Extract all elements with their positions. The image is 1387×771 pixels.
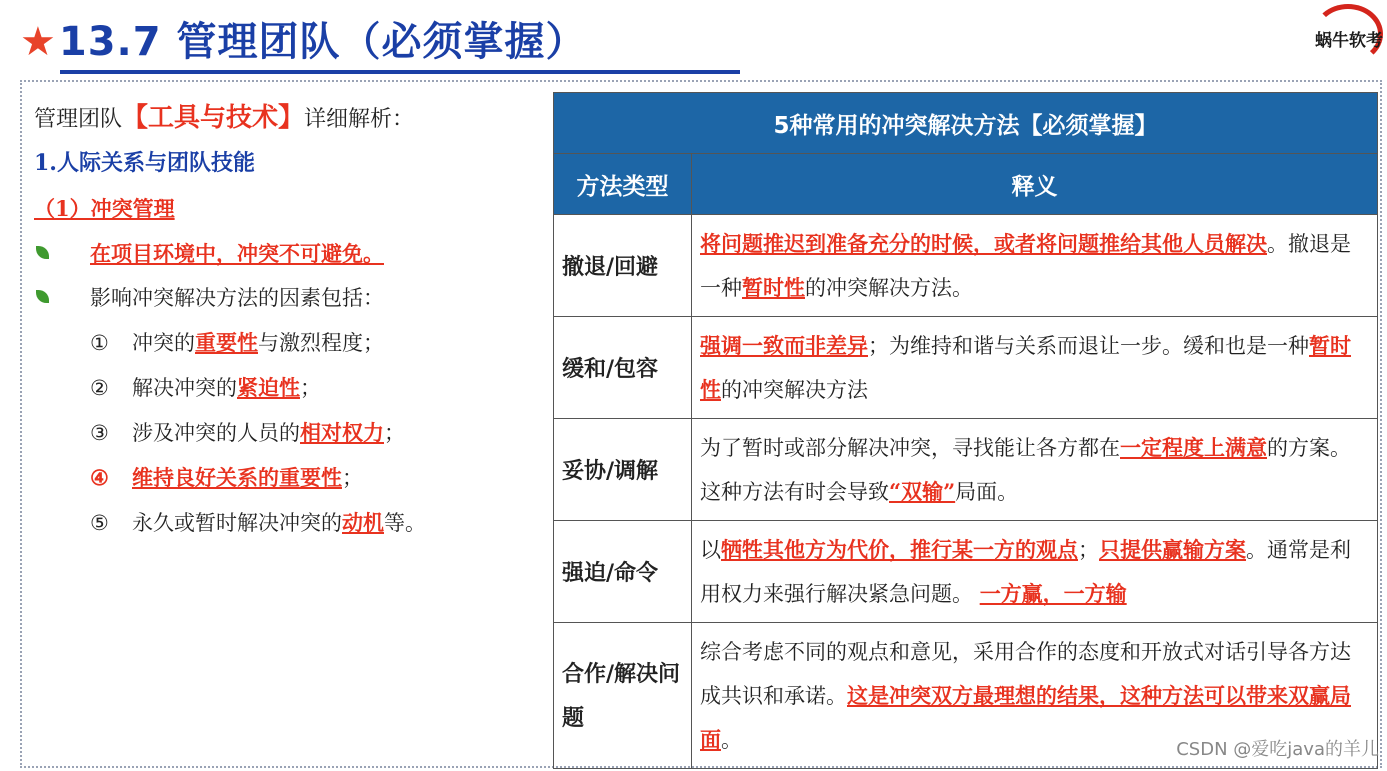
factor-text: 永久或暂时解决冲突的 — [132, 511, 342, 535]
method-desc — [692, 215, 1378, 317]
factor-text: ； — [300, 376, 321, 400]
leaf-bullet-icon — [36, 246, 49, 259]
factor-item — [34, 320, 544, 365]
title-bar — [0, 0, 1387, 80]
factor-number: ④ — [90, 465, 109, 490]
factor-text: ； — [342, 466, 363, 490]
page-title-text: 13.7 管理团队（必须掌握） — [58, 19, 587, 65]
title-underline — [60, 70, 740, 74]
desc-highlight: 一定程度上满意 — [1120, 434, 1267, 460]
section-heading-2-text: （1）冲突管理 — [34, 196, 175, 221]
method-desc — [692, 419, 1378, 521]
table-row — [554, 317, 1378, 419]
intro-line — [34, 96, 544, 140]
method-type: 撤退/回避 — [554, 215, 692, 317]
conflict-methods-table — [553, 92, 1378, 769]
desc-text: 。通常是利用权力来强行解决紧急问题。 — [700, 537, 1351, 606]
left-panel — [34, 96, 544, 545]
desc-text: 综合考虑不同的观点和意见，采用合作的态度和开放式对话引导各方达成共识和承诺。 — [700, 639, 1351, 708]
column-header-type: 方法类型 — [554, 154, 692, 215]
factor-text: 涉及冲突的人员的 — [132, 421, 300, 445]
logo-text: 蜗牛软考 — [1315, 31, 1383, 51]
factor-number: ③ — [90, 421, 109, 445]
factor-text: ； — [384, 421, 405, 445]
factor-number: ① — [90, 331, 109, 355]
factor-keyword: 维持良好关系的重要性 — [132, 465, 342, 490]
factor-item — [34, 365, 544, 410]
method-type: 缓和/包容 — [554, 317, 692, 419]
desc-text: 为了暂时或部分解决冲突，寻找能让各方都在 — [700, 435, 1120, 460]
desc-text: 。撤退是一种 — [700, 231, 1351, 300]
intro-prefix: 管理团队 — [34, 107, 123, 132]
desc-highlight: 将问题推迟到准备充分的时候，或者将问题推给其他人员解决 — [700, 230, 1267, 256]
desc-highlight: 牺牲其他方为代价，推行某一方的观点 — [721, 536, 1078, 562]
intro-suffix: 详细解析： — [304, 107, 415, 132]
factor-keyword: 紧迫性 — [237, 375, 300, 400]
method-desc — [692, 317, 1378, 419]
desc-text: 的方案。这种方法有时会导致 — [700, 435, 1351, 504]
desc-highlight: 这是冲突双方最理想的结果，这种方法可以带来双赢局面 — [700, 682, 1351, 752]
column-header-desc: 释义 — [692, 154, 1378, 215]
section-heading-2 — [34, 186, 544, 232]
desc-highlight: 只提供赢输方案 — [1099, 536, 1246, 562]
factor-text: 冲突的 — [132, 331, 195, 355]
factor-text: 解决冲突的 — [132, 376, 237, 400]
table-row — [554, 521, 1378, 623]
desc-text: 以 — [700, 537, 721, 562]
bullet-text: 影响冲突解决方法的因素包括： — [90, 286, 384, 310]
desc-highlight: 暂时性 — [700, 332, 1351, 402]
desc-text: 的冲突解决方法。 — [805, 275, 973, 300]
desc-text: ；为维持和谐与关系而退让一步。缓和也是一种 — [868, 333, 1309, 358]
csdn-watermark: CSDN @爱吃java的羊儿 — [1176, 739, 1379, 760]
desc-text: ； — [1078, 537, 1099, 562]
section-heading-1: 1.人际关系与团队技能 — [34, 150, 255, 176]
desc-highlight: “双输” — [889, 478, 956, 504]
table-row — [554, 419, 1378, 521]
table-row — [554, 215, 1378, 317]
intro-tools: 【工具与技术】 — [122, 103, 305, 133]
method-type: 强迫/命令 — [554, 521, 692, 623]
desc-highlight: 暂时性 — [742, 274, 805, 300]
desc-text: 。 — [721, 727, 742, 752]
bullet-item — [34, 276, 544, 320]
factor-number: ⑤ — [90, 511, 109, 535]
desc-text: 的冲突解决方法 — [721, 377, 868, 402]
factor-text: 等。 — [384, 511, 426, 535]
desc-highlight: 强调一致而非差异 — [700, 332, 868, 358]
logo — [1309, 4, 1387, 68]
desc-text: 局面。 — [955, 479, 1019, 504]
factor-number: ② — [90, 376, 109, 400]
bullet-item — [34, 232, 544, 276]
factor-keyword: 重要性 — [195, 330, 258, 355]
desc-highlight: 一方赢，一方输 — [979, 580, 1127, 606]
factor-item — [34, 410, 544, 455]
bullet-text: 在项目环境中，冲突不可避免。 — [90, 241, 384, 266]
method-type: 合作/解决问题 — [554, 623, 692, 769]
method-desc — [692, 521, 1378, 623]
factor-item — [34, 455, 544, 500]
factor-keyword: 动机 — [342, 510, 384, 535]
page-title — [20, 10, 586, 67]
factor-item — [34, 500, 544, 545]
table-title: 5种常用的冲突解决方法【必须掌握】 — [554, 93, 1378, 154]
method-type: 妥协/调解 — [554, 419, 692, 521]
leaf-bullet-icon — [36, 290, 49, 303]
star-icon: ★ — [20, 19, 57, 65]
factor-keyword: 相对权力 — [300, 420, 384, 445]
factor-text: 与激烈程度； — [258, 331, 384, 355]
